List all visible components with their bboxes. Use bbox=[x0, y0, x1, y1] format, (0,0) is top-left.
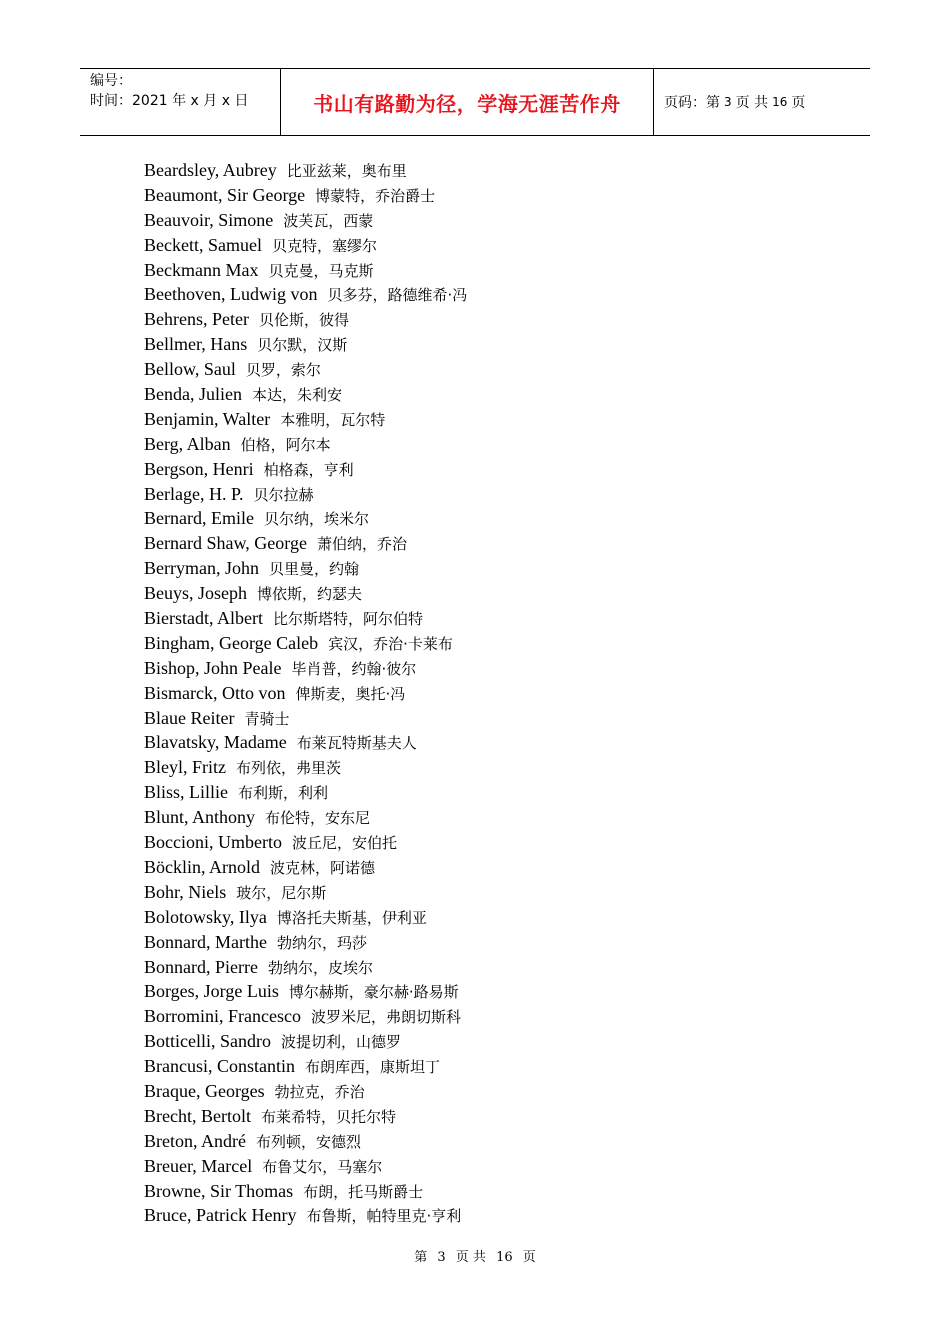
page-header bbox=[80, 68, 870, 136]
list-item bbox=[144, 755, 467, 780]
entry-english-name: Bonnard, Marthe bbox=[144, 931, 267, 952]
entry-english-name: Böcklin, Arnold bbox=[144, 856, 260, 877]
list-item bbox=[144, 880, 467, 905]
document-code-label: 编号： bbox=[90, 73, 132, 89]
entry-chinese-name: 勃纳尔，皮埃尔 bbox=[267, 958, 373, 977]
entry-english-name: Blaue Reiter bbox=[144, 707, 235, 728]
entry-chinese-name: 布鲁艾尔，马塞尔 bbox=[262, 1157, 383, 1176]
entry-chinese-name: 贝克曼，马克斯 bbox=[268, 261, 374, 280]
header-motto: 书山有路勤为径，学海无涯苦作舟 bbox=[281, 69, 654, 135]
list-item bbox=[144, 1104, 467, 1129]
list-item bbox=[144, 208, 467, 233]
entry-chinese-name: 博蒙特，乔治爵士 bbox=[315, 186, 436, 205]
header-meta bbox=[80, 69, 281, 135]
entry-chinese-name: 波罗米尼，弗朗切斯科 bbox=[310, 1008, 461, 1027]
entry-english-name: Beardsley, Aubrey bbox=[144, 160, 277, 180]
entry-english-name: Boccioni, Umberto bbox=[144, 832, 282, 853]
entry-english-name: Berlage, H. P. bbox=[144, 483, 244, 504]
page-suffix: 页 bbox=[791, 95, 806, 111]
list-item bbox=[144, 1079, 467, 1104]
list-item bbox=[144, 979, 467, 1004]
entry-english-name: Bolotowsky, Ilya bbox=[144, 906, 267, 927]
entry-english-name: Bernard, Emile bbox=[144, 508, 254, 529]
entry-chinese-name: 布朗，托马斯爵士 bbox=[303, 1182, 424, 1201]
entry-chinese-name: 贝多芬，路德维希·冯 bbox=[327, 286, 468, 305]
entry-chinese-name: 贝克特，塞缪尔 bbox=[271, 236, 377, 255]
list-item bbox=[144, 506, 467, 531]
entry-english-name: Benda, Julien bbox=[144, 384, 242, 405]
entry-english-name: Beaumont, Sir George bbox=[144, 184, 306, 205]
entry-chinese-name: 博尔赫斯，豪尔赫·路易斯 bbox=[288, 983, 459, 1002]
list-item bbox=[144, 1129, 467, 1154]
entry-english-name: Bernard Shaw, George bbox=[144, 533, 307, 554]
list-item bbox=[144, 930, 467, 955]
list-item bbox=[144, 780, 467, 805]
list-item bbox=[144, 556, 467, 581]
list-item bbox=[144, 357, 467, 382]
entry-english-name: Bismarck, Otto von bbox=[144, 682, 286, 703]
entry-chinese-name: 波克林，阿诺德 bbox=[270, 858, 376, 877]
footer-mid: 页 共 bbox=[455, 1250, 486, 1265]
entry-english-name: Bliss, Lillie bbox=[144, 782, 229, 803]
page-footer bbox=[0, 1246, 950, 1265]
list-item bbox=[144, 1054, 467, 1079]
list-item bbox=[144, 855, 467, 880]
list-item bbox=[144, 955, 467, 980]
entry-chinese-name: 贝里曼，约翰 bbox=[268, 560, 359, 579]
list-item bbox=[144, 382, 467, 407]
entry-english-name: Botticelli, Sandro bbox=[144, 1031, 271, 1052]
entry-chinese-name: 布列顿，安德烈 bbox=[255, 1132, 361, 1151]
list-item bbox=[144, 905, 467, 930]
entry-english-name: Bleyl, Fritz bbox=[144, 757, 226, 778]
entry-chinese-name: 布伦特，安东尼 bbox=[265, 809, 371, 828]
entry-chinese-name: 贝尔纳，埃米尔 bbox=[263, 510, 369, 529]
entry-chinese-name: 布朗库西，康斯坦丁 bbox=[305, 1058, 441, 1077]
entry-chinese-name: 勃拉克，乔治 bbox=[274, 1082, 365, 1101]
entry-chinese-name: 波提切利，山德罗 bbox=[280, 1033, 401, 1052]
entry-english-name: Bonnard, Pierre bbox=[144, 956, 258, 977]
list-item bbox=[144, 282, 467, 307]
list-item bbox=[144, 482, 467, 507]
entry-chinese-name: 布莱希特，贝托尔特 bbox=[260, 1107, 396, 1126]
list-item bbox=[144, 158, 467, 183]
entry-chinese-name: 布列依，弗里茨 bbox=[236, 759, 342, 778]
list-item bbox=[144, 432, 467, 457]
list-item bbox=[144, 1203, 467, 1228]
entry-english-name: Beckett, Samuel bbox=[144, 234, 262, 255]
page-current: 3 bbox=[724, 95, 732, 109]
entry-english-name: Breton, André bbox=[144, 1130, 246, 1151]
entry-english-name: Bierstadt, Albert bbox=[144, 608, 263, 629]
entry-english-name: Bellow, Saul bbox=[144, 359, 236, 380]
list-item bbox=[144, 805, 467, 830]
entry-english-name: Bruce, Patrick Henry bbox=[144, 1205, 297, 1226]
entry-english-name: Beauvoir, Simone bbox=[144, 209, 274, 230]
entry-english-name: Brancusi, Constantin bbox=[144, 1056, 295, 1077]
list-item bbox=[144, 581, 467, 606]
entry-english-name: Braque, Georges bbox=[144, 1080, 265, 1101]
list-item bbox=[144, 1004, 467, 1029]
entry-chinese-name: 贝罗，索尔 bbox=[245, 361, 321, 380]
entry-chinese-name: 柏格森，亨利 bbox=[263, 460, 354, 479]
entry-english-name: Bohr, Niels bbox=[144, 881, 227, 902]
list-item bbox=[144, 656, 467, 681]
entry-english-name: Behrens, Peter bbox=[144, 309, 249, 330]
entry-english-name: Berryman, John bbox=[144, 558, 259, 579]
entry-chinese-name: 比尔斯塔特，阿尔伯特 bbox=[272, 610, 423, 629]
list-item bbox=[144, 631, 467, 656]
entry-chinese-name: 布莱瓦特斯基夫人 bbox=[296, 734, 417, 753]
list-item bbox=[144, 332, 467, 357]
entry-chinese-name: 比亚兹莱，奥布里 bbox=[286, 162, 407, 180]
list-item bbox=[144, 1029, 467, 1054]
header-page-info bbox=[654, 69, 870, 135]
entry-chinese-name: 贝伦斯，彼得 bbox=[258, 311, 349, 330]
entry-chinese-name: 青骑士 bbox=[244, 709, 290, 728]
footer-prefix: 第 bbox=[414, 1250, 428, 1265]
page-total: 16 bbox=[772, 95, 788, 109]
entry-english-name: Bellmer, Hans bbox=[144, 334, 248, 355]
entry-english-name: Beuys, Joseph bbox=[144, 583, 247, 604]
entry-english-name: Brecht, Bertolt bbox=[144, 1105, 251, 1126]
list-item bbox=[144, 1154, 467, 1179]
entry-chinese-name: 本雅明，瓦尔特 bbox=[280, 410, 386, 429]
entry-chinese-name: 萧伯纳，乔治 bbox=[316, 535, 407, 554]
entry-chinese-name: 玻尔，尼尔斯 bbox=[236, 883, 327, 902]
entry-chinese-name: 毕肖普，约翰·彼尔 bbox=[291, 659, 417, 678]
footer-current: 3 bbox=[437, 1250, 446, 1265]
list-item bbox=[144, 681, 467, 706]
footer-suffix: 页 bbox=[522, 1250, 536, 1265]
list-item bbox=[144, 730, 467, 755]
entry-chinese-name: 宾汉，乔治·卡莱布 bbox=[328, 634, 453, 653]
entry-english-name: Bingham, George Caleb bbox=[144, 632, 319, 653]
entry-chinese-name: 波芙瓦，西蒙 bbox=[283, 211, 374, 230]
entry-chinese-name: 伯格，阿尔本 bbox=[240, 435, 331, 454]
entry-chinese-name: 博依斯，约瑟夫 bbox=[257, 585, 363, 604]
entry-chinese-name: 俾斯麦，奥托·冯 bbox=[295, 684, 406, 703]
list-item bbox=[144, 706, 467, 731]
entry-english-name: Blunt, Anthony bbox=[144, 807, 256, 828]
list-item bbox=[144, 183, 467, 208]
entry-chinese-name: 博洛托夫斯基，伊利亚 bbox=[276, 908, 427, 927]
entry-english-name: Berg, Alban bbox=[144, 433, 231, 454]
list-item bbox=[144, 457, 467, 482]
list-item bbox=[144, 258, 467, 283]
entry-chinese-name: 贝尔拉赫 bbox=[253, 485, 314, 504]
entry-english-name: Benjamin, Walter bbox=[144, 408, 271, 429]
footer-total: 16 bbox=[496, 1250, 513, 1265]
entry-english-name: Breuer, Marcel bbox=[144, 1155, 253, 1176]
list-item bbox=[144, 1179, 467, 1204]
list-item bbox=[144, 606, 467, 631]
list-item bbox=[144, 407, 467, 432]
entry-chinese-name: 贝尔默，汉斯 bbox=[257, 336, 348, 355]
entry-english-name: Bergson, Henri bbox=[144, 458, 254, 479]
document-time-label: 时间：2021 年 x 月 x 日 bbox=[90, 93, 249, 109]
entry-chinese-name: 布鲁斯，帕特里克·亨利 bbox=[306, 1207, 462, 1226]
list-item bbox=[144, 233, 467, 258]
entry-english-name: Borromini, Francesco bbox=[144, 1006, 301, 1027]
page-mid: 页 共 bbox=[735, 95, 769, 111]
name-glossary-list bbox=[144, 158, 467, 1228]
entry-english-name: Browne, Sir Thomas bbox=[144, 1180, 294, 1201]
entry-english-name: Beethoven, Ludwig von bbox=[144, 284, 318, 305]
entry-chinese-name: 波丘尼，安伯托 bbox=[291, 834, 397, 853]
entry-chinese-name: 本达，朱利安 bbox=[251, 386, 342, 405]
list-item bbox=[144, 307, 467, 332]
entry-english-name: Bishop, John Peale bbox=[144, 657, 282, 678]
entry-english-name: Blavatsky, Madame bbox=[144, 732, 287, 753]
entry-english-name: Borges, Jorge Luis bbox=[144, 981, 279, 1002]
list-item bbox=[144, 531, 467, 556]
entry-english-name: Beckmann Max bbox=[144, 259, 259, 280]
entry-chinese-name: 布利斯，利利 bbox=[238, 784, 329, 803]
page-prefix: 页码：第 bbox=[664, 95, 720, 111]
list-item bbox=[144, 830, 467, 855]
entry-chinese-name: 勃纳尔，玛莎 bbox=[276, 933, 367, 952]
